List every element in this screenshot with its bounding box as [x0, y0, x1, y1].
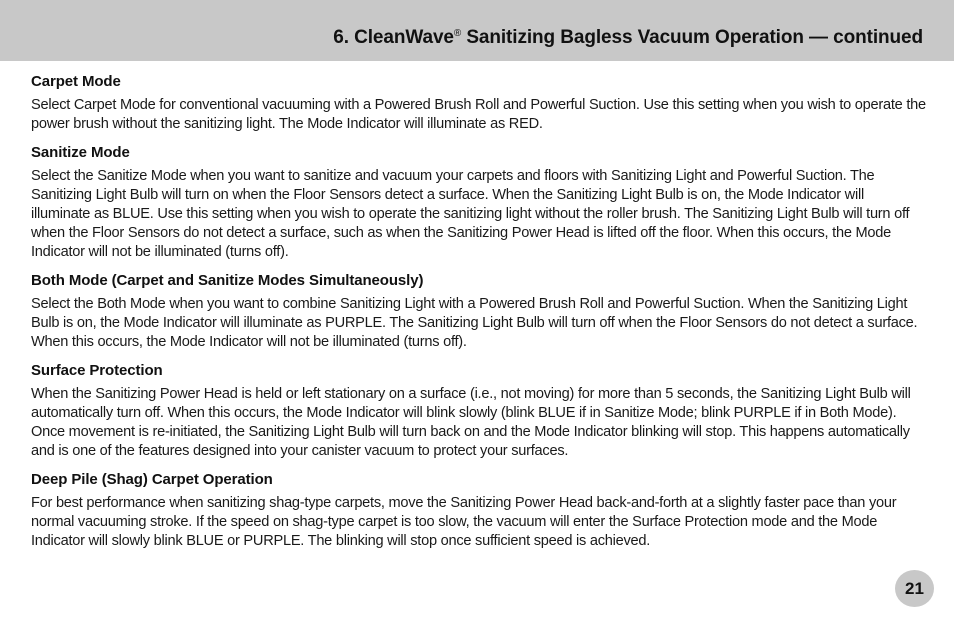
section-body: For best performance when sanitizing shag-type carpets, move the Sanitizing Power Head back-and-forth at a slightly faster pace than your normal vacuuming stroke. If the speed on shag-type carpet is too slow, the vacuum will enter the Surface Protection mode and the Mode Indicator will slowly blink BLUE or PURPLE. The blinking will stop once sufficient speed is achieved. [31, 495, 897, 549]
page-number-badge [895, 570, 934, 607]
manual-content [31, 72, 926, 560]
section-deep-pile [31, 470, 926, 551]
header-band [0, 0, 954, 61]
section-body: Select the Sanitize Mode when you want to sanitize and vacuum your carpets and floors with Sanitizing Light and Powerful Suction. The Sanitizing Light Bulb will turn on when the Floor Sensors detect a surface. When the Sanitizing Light Bulb is on, the Mode Indicator will illuminate as BLUE. Use this setting when you wish to operate the sanitizing light without the roller brush. The Sanitizing Light Bulb will turn off when the Floor Sensors do not detect a surface, such as when the Sanitizing Power Head is lifted off the floor. When this occurs, the Mode Indicator will not be illuminated (turns off). [31, 168, 910, 260]
page-title-suffix: Sanitizing Bagless Vacuum Operation — continued [461, 27, 923, 48]
section-heading: Carpet Mode [31, 73, 121, 90]
page-number: 21 [905, 578, 924, 598]
section-body: Select Carpet Mode for conventional vacuuming with a Powered Brush Roll and Powerful Suction. Use this setting when you wish to operate the power brush without the sanitizing light. The Mode Indicator will illuminate as RED. [31, 97, 926, 132]
section-heading: Surface Protection [31, 362, 163, 379]
page-title [333, 27, 923, 49]
section-heading: Deep Pile (Shag) Carpet Operation [31, 471, 273, 488]
section-sanitize-mode [31, 143, 926, 262]
section-body: Select the Both Mode when you want to combine Sanitizing Light with a Powered Brush Roll and Powerful Suction. When the Sanitizing Light Bulb is on, the Mode Indicator will illuminate as PURPLE. The Sanitizing Light Bulb will turn off when the Floor Sensors do not detect a surface. When this occurs, the Mode Indicator will not be illuminated (turns off). [31, 296, 918, 350]
section-heading: Both Mode (Carpet and Sanitize Modes Simultaneously) [31, 272, 424, 289]
page-title-prefix: 6. CleanWave [333, 27, 454, 48]
section-body: When the Sanitizing Power Head is held or left stationary on a surface (i.e., not moving) for more than 5 seconds, the Sanitizing Light Bulb will automatically turn off. When this occurs, the Mode Indicator will blink slowly (blink BLUE if in Sanitize Mode; blink PURPLE if in Both Mode). Once movement is re-initiated, the Sanitizing Light Bulb will turn back on and the Mode Indicator blinking will stop. This happens automatically and is one of the features designed into your canister vacuum to protect your surfaces. [31, 386, 911, 459]
section-heading: Sanitize Mode [31, 144, 130, 161]
registered-mark: ® [453, 28, 462, 39]
section-both-mode [31, 271, 926, 352]
section-surface-protection [31, 361, 926, 461]
section-carpet-mode [31, 72, 926, 134]
